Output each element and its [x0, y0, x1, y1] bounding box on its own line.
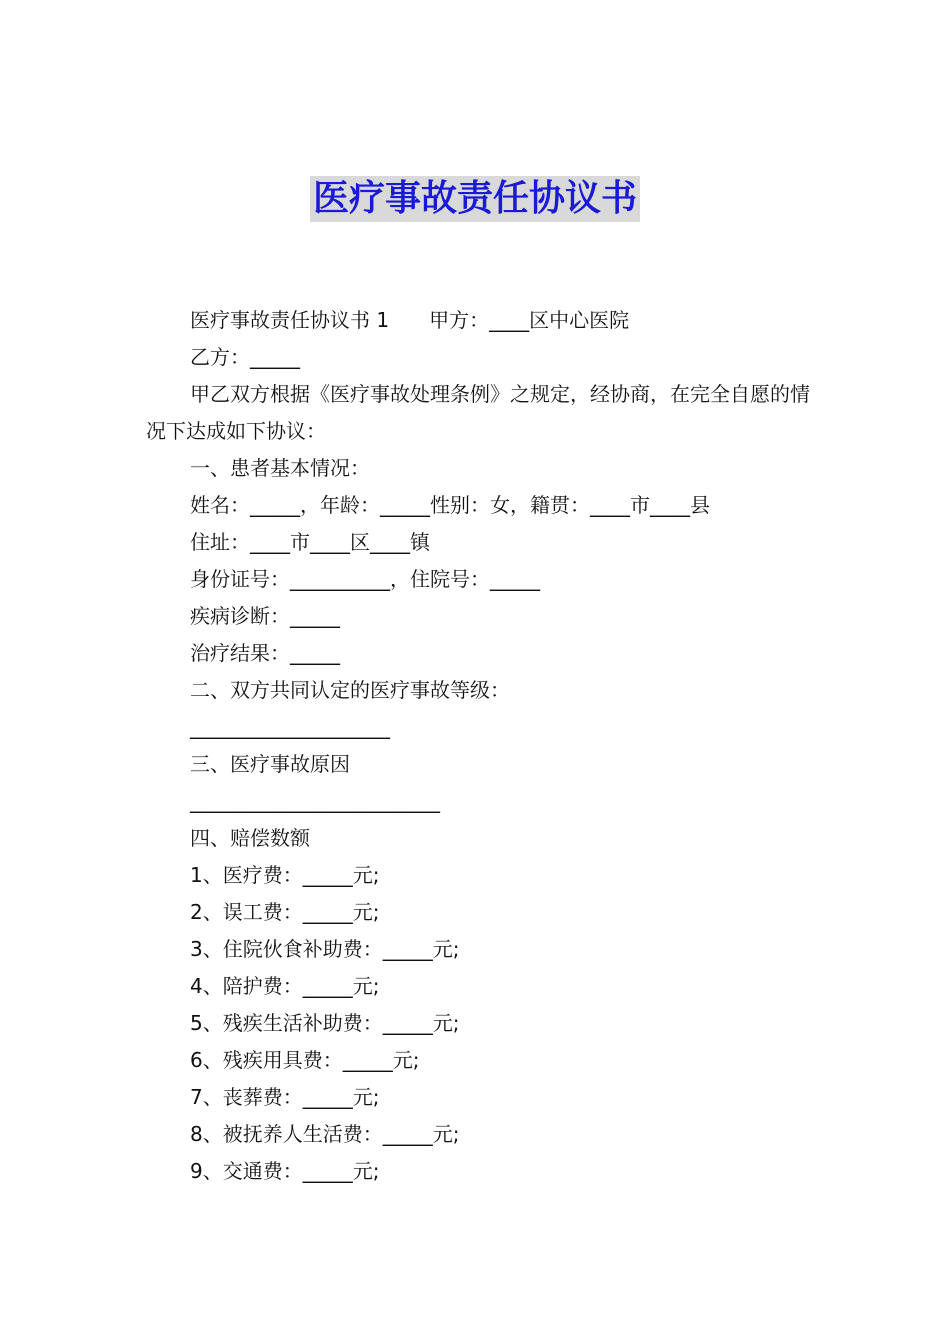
accident-cause-blank: _________________________	[190, 789, 440, 813]
compensation-item: 8、被抚养人生活费：_____元;	[190, 1122, 460, 1146]
compensation-item: 4、陪护费：_____元;	[190, 974, 380, 998]
patient-id-line: 身份证号：__________，住院号：_____	[190, 567, 540, 591]
party-b-line: 乙方：_____	[190, 345, 300, 369]
compensation-item: 6、残疾用具费：_____元;	[190, 1048, 420, 1072]
accident-level-blank: ____________________	[190, 715, 390, 739]
section-1-heading: 一、患者基本情况：	[190, 456, 370, 480]
compensation-item: 3、住院伙食补助费：_____元;	[190, 937, 460, 961]
treatment-result-line: 治疗结果：_____	[190, 641, 340, 665]
compensation-item: 9、交通费：_____元;	[190, 1159, 380, 1183]
patient-address-line: 住址：____市____区____镇	[190, 530, 430, 554]
diagnosis-line: 疾病诊断：_____	[190, 604, 340, 628]
compensation-item: 1、医疗费：_____元;	[190, 863, 380, 887]
preamble-paragraph: 甲乙双方根据《医疗事故处理条例》之规定，经协商，在完全自愿的情况下达成如下协议：	[146, 382, 810, 443]
document-body	[146, 302, 810, 1190]
section-3-heading: 三、医疗事故原因	[190, 752, 350, 776]
compensation-item: 7、丧葬费：_____元;	[190, 1085, 380, 1109]
compensation-item: 2、误工费：_____元;	[190, 900, 380, 924]
document-title: 医疗事故责任协议书	[310, 176, 640, 222]
section-2-heading: 二、双方共同认定的医疗事故等级：	[190, 678, 510, 702]
section-4-heading: 四、赔偿数额	[190, 826, 310, 850]
patient-name-line: 姓名：_____，年龄：_____性别：女，籍贯：____市____县	[190, 493, 710, 517]
party-a-line: 医疗事故责任协议书 1 甲方：____区中心医院	[190, 308, 630, 332]
title-container	[0, 176, 950, 222]
compensation-item: 5、残疾生活补助费：_____元;	[190, 1011, 460, 1035]
